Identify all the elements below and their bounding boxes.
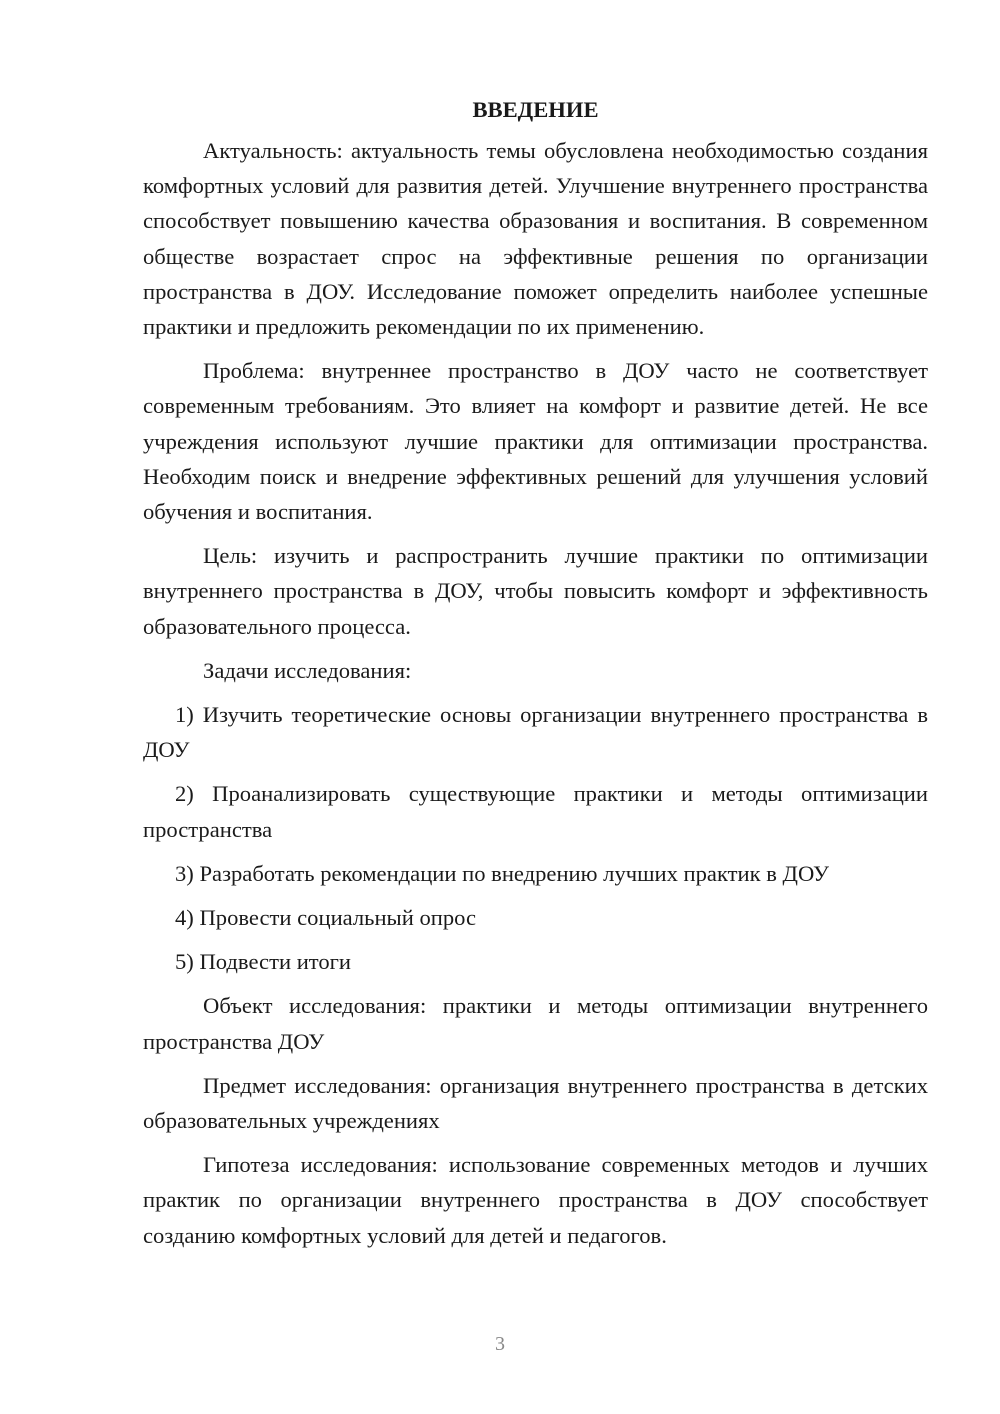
list-item: 2) Проанализировать существующие практики и методы оптимизации пространства [143, 781, 928, 842]
list-item: 4) Провести социальный опрос [175, 905, 477, 931]
list-item: 1) Изучить теоретические основы организации внутреннего пространства в ДОУ [143, 702, 928, 763]
document-page [143, 92, 928, 1262]
list-item: 5) Подвести итоги [175, 949, 352, 975]
paragraph-hypothesis: Гипотеза исследования: использование современных методов и лучших практик по организации внутреннего пространства в ДОУ способствует созданию комфортных условий для детей и педагогов. [143, 1152, 928, 1248]
page-title: ВВЕДЕНИЕ [472, 97, 599, 122]
paragraph-relevance: Актуальность: актуальность темы обусловлена необходимостью создания комфортных условий для развития детей. Улучшение внутреннего пространства способствует повышению качества образования и воспитания. В современном обществе возрастает спрос на эффективные решения по организации пространства в ДОУ. Исследование поможет определить наиболее успешные практики и предложить рекомендации по их применению. [143, 138, 928, 340]
paragraph-problem: Проблема: внутреннее пространство в ДОУ часто не соответствует современным требованиям. Это влияет на комфорт и развитие детей. Не все учреждения используют лучшие практики для оптимизации пространства. Необходим поиск и внедрение эффективных решений для улучшения условий обучения и воспитания. [143, 358, 928, 525]
paragraph-goal: Цель: изучить и распространить лучшие практики по оптимизации внутреннего пространства в ДОУ, чтобы повысить комфорт и эффективность образовательного процесса. [143, 543, 928, 639]
paragraph-subject: Предмет исследования: организация внутреннего пространства в детских образовательных учреждениях [143, 1072, 928, 1134]
tasks-list [143, 697, 928, 979]
paragraph-object: Объект исследования: практики и методы оптимизации внутреннего пространства ДОУ [143, 993, 928, 1054]
page-number: 3 [495, 1333, 505, 1355]
list-item: 3) Разработать рекомендации по внедрению лучших практик в ДОУ [175, 860, 829, 886]
tasks-heading: Задачи исследования: [203, 657, 412, 683]
